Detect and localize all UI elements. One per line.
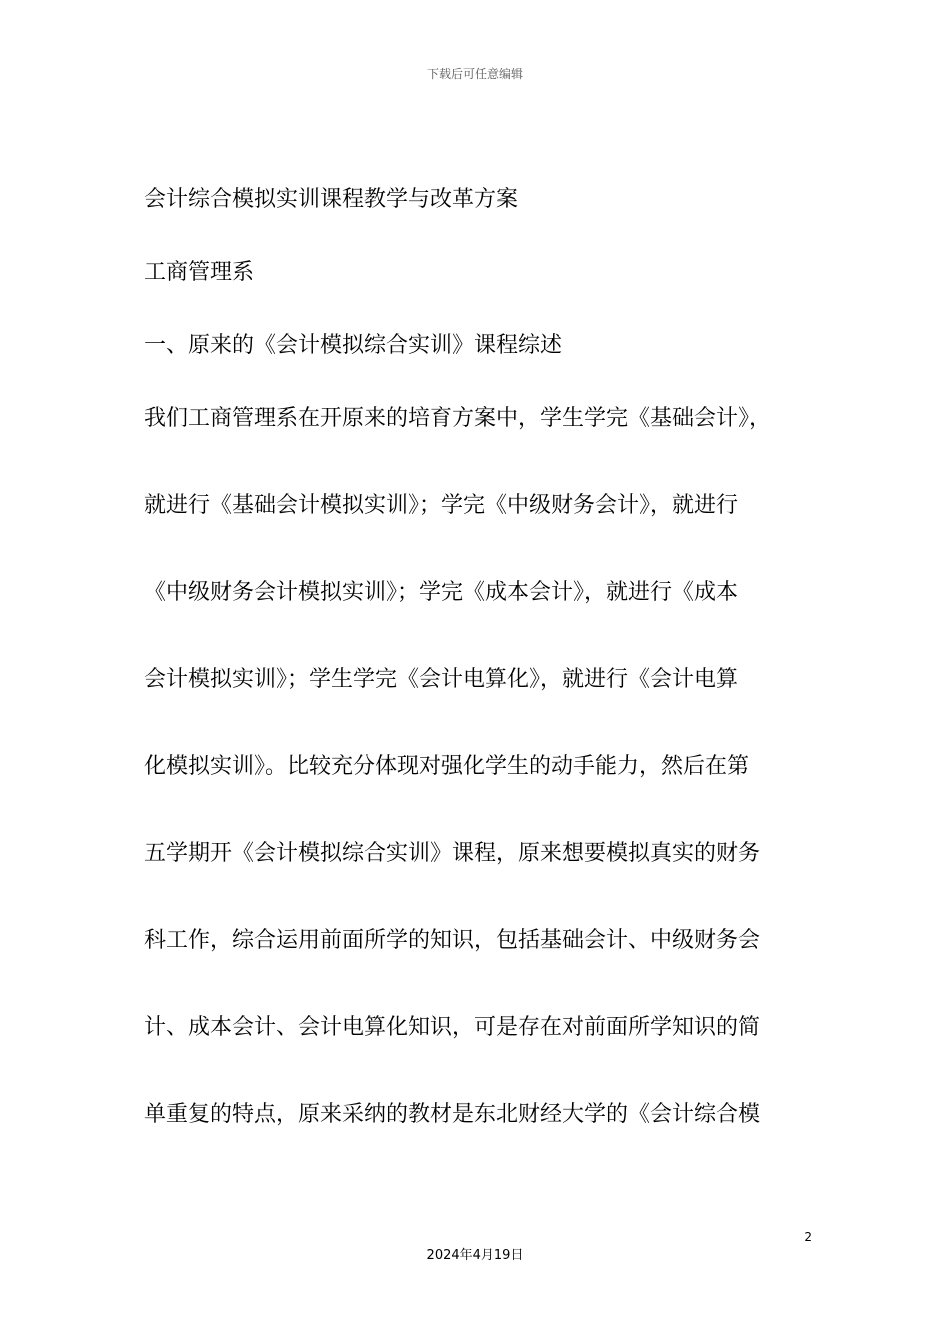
paragraph-line: 《中级财务会计模拟实训》；学完《成本会计》，就进行《成本 bbox=[144, 580, 739, 605]
paragraph-line: 科工作，综合运用前面所学的知识，包括基础会计、中级财务会 bbox=[144, 928, 761, 953]
page-header-note: 下载后可任意编辑 bbox=[426, 67, 523, 81]
paragraph-line: 我们工商管理系在开原来的培育方案中，学生学完《基础会计》， bbox=[144, 406, 772, 431]
department-name: 工商管理系 bbox=[144, 260, 255, 285]
page-number: 2 bbox=[804, 1230, 812, 1244]
paragraph-line: 单重复的特点，原来采纳的教材是东北财经大学的《会计综合模 bbox=[144, 1102, 761, 1127]
paragraph-line: 会计模拟实训》；学生学完《会计电算化》，就进行《会计电算 bbox=[144, 667, 739, 692]
paragraph-line: 计、成本会计、会计电算化知识，可是存在对前面所学知识的简 bbox=[144, 1015, 761, 1040]
paragraph-line: 化模拟实训》。比较充分体现对强化学生的动手能力，然后在第 bbox=[144, 754, 750, 779]
section-heading: 一、原来的《会计模拟综合实训》课程综述 bbox=[144, 333, 563, 358]
page-footer-date: 2024年4月19日 bbox=[426, 1248, 524, 1263]
document-title: 会计综合模拟实训课程教学与改革方案 bbox=[144, 187, 519, 212]
paragraph-line: 就进行《基础会计模拟实训》；学完《中级财务会计》，就进行 bbox=[144, 493, 739, 518]
paragraph-line: 五学期开《会计模拟综合实训》课程，原来想要模拟真实的财务 bbox=[144, 841, 761, 866]
